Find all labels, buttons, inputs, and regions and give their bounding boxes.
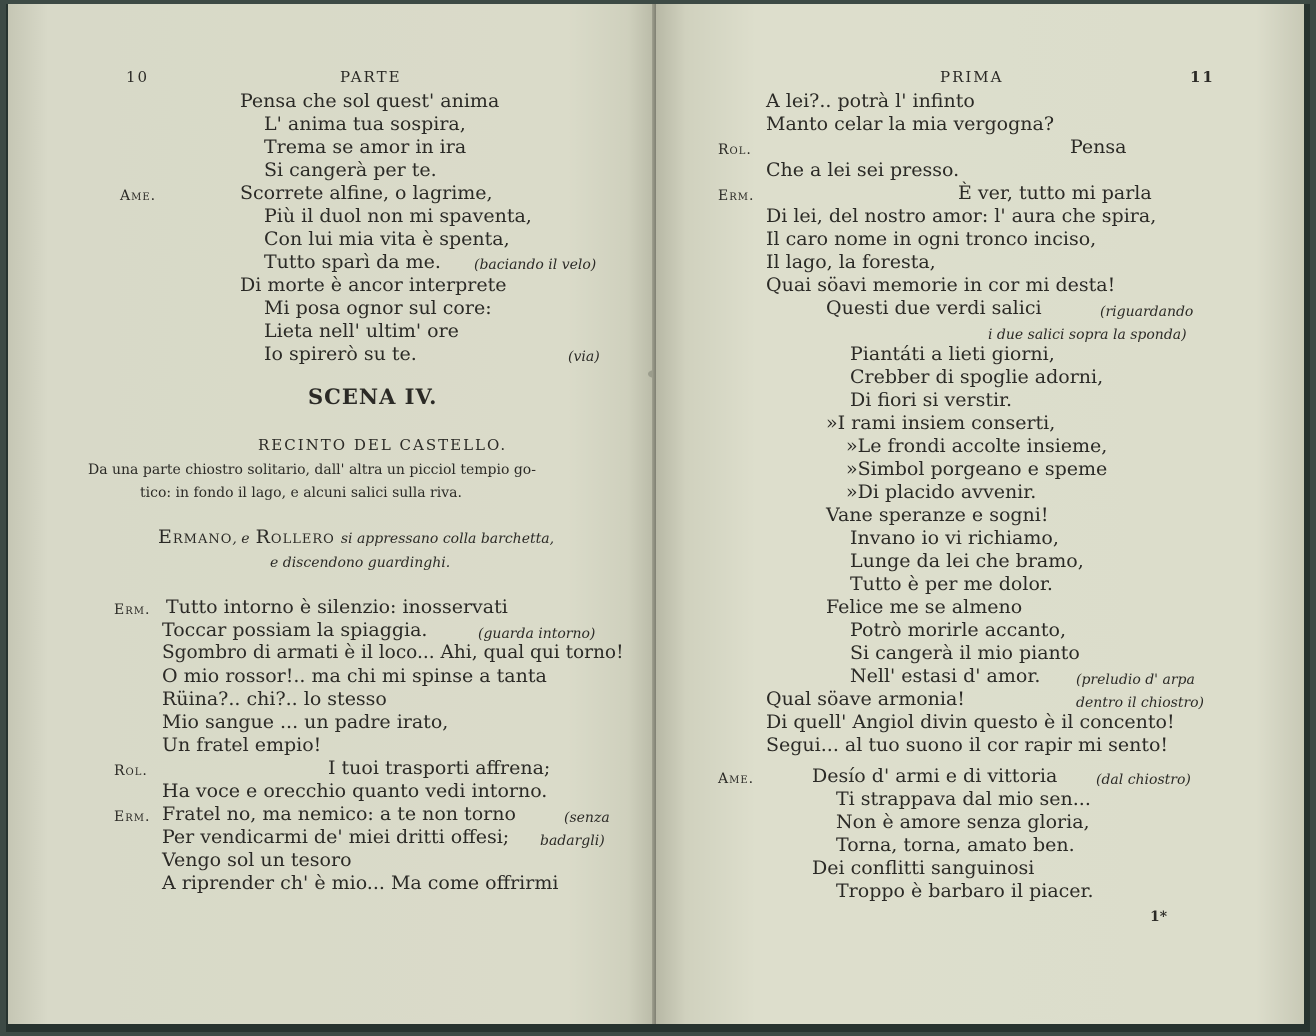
- verse-line: Lieta nell' ultim' ore: [264, 320, 459, 342]
- verse-line: Crebber di spoglie adorni,: [850, 366, 1104, 388]
- verse-line: Fratel no, ma nemico: a te non torno: [162, 803, 516, 825]
- verse-line: Si cangerà il mio pianto: [850, 642, 1080, 664]
- verse-line: Potrò morirle accanto,: [850, 619, 1066, 641]
- verse-line: Che a lei sei presso.: [766, 159, 960, 181]
- stage-direction: i due salici sopra la sponda): [988, 327, 1187, 343]
- verse-line: Ha voce e orecchio quanto vedi intorno.: [162, 780, 548, 802]
- verse-line: Un fratel empio!: [162, 734, 322, 756]
- verse-line: Di quell' Angiol divin questo è il concento!: [766, 711, 1175, 733]
- verse-line: Si cangerà per te.: [264, 159, 437, 181]
- verse-line: Per vendicarmi de' miei dritti offesi;: [162, 826, 510, 848]
- verse-line: Tutto intorno è silenzio: inosservati: [166, 596, 508, 618]
- verse-line: O mio rossor!.. ma chi mi spinse a tanta: [162, 665, 547, 687]
- setting-title: RECINTO DEL CASTELLO.: [258, 436, 508, 454]
- verse-line: Io spirerò su te.: [264, 343, 417, 365]
- verse-line: Manto celar la mia vergogna?: [766, 113, 1055, 135]
- verse-line: I tuoi trasporti affrena;: [328, 757, 551, 779]
- verse-line: A lei?.. potrà l' infinto: [766, 90, 975, 112]
- running-head: PRIMA: [940, 68, 1004, 86]
- verse-line: Più il duol non mi spaventa,: [264, 205, 532, 227]
- verse-line: Rüina?.. chi?.. lo stesso: [162, 688, 387, 710]
- verse-line: Tutto è per me dolor.: [850, 573, 1053, 595]
- verse-line: Tutto sparì da me.: [264, 251, 441, 273]
- left-page: [8, 4, 656, 1024]
- verse-line: Di lei, del nostro amor: l' aura che spira,: [766, 205, 1157, 227]
- verse-line: Piantáti a lieti giorni,: [850, 343, 1055, 365]
- stage-direction: (dal chiostro): [1096, 772, 1191, 788]
- speaker-label: Erm.: [114, 602, 151, 618]
- stage-direction: (senza: [564, 810, 610, 826]
- verse-line: Lunge da lei che bramo,: [850, 550, 1084, 572]
- verse-line: Pensa che sol quest' anima: [240, 90, 500, 112]
- verse-line: Il lago, la foresta,: [766, 251, 936, 273]
- entrance-direction: [158, 526, 554, 550]
- right-page: [656, 4, 1304, 1024]
- verse-line: Trema se amor in ira: [264, 136, 467, 158]
- character-name: Ermano: [158, 526, 233, 548]
- setting-description: tico: in fondo il lago, e alcuni salici sulla riva.: [140, 485, 462, 501]
- verse-line: Desío d' armi e di vittoria: [812, 765, 1058, 787]
- speaker-label: Rol.: [114, 763, 148, 779]
- verse-line: »Simbol porgeano e speme: [846, 458, 1108, 480]
- signature-mark: 1*: [1150, 909, 1168, 925]
- verse-line: Pensa: [1070, 136, 1127, 158]
- stage-direction: dentro il chiostro): [1076, 695, 1205, 711]
- setting-description: Da una parte chiostro solitario, dall' altra un picciol tempio go-: [88, 462, 536, 478]
- speaker-label: Rol.: [718, 142, 752, 158]
- stage-direction: (baciando il velo): [474, 257, 597, 273]
- scene-heading: SCENA IV.: [308, 384, 438, 409]
- verse-line: Invano io vi richiamo,: [850, 527, 1059, 549]
- verse-line: Segui... al tuo suono il cor rapir mi sento!: [766, 734, 1169, 756]
- verse-line: »Le frondi accolte insieme,: [846, 435, 1108, 457]
- verse-line: Mio sangue ... un padre irato,: [162, 711, 449, 733]
- running-head: PARTE: [340, 68, 402, 86]
- verse-line: Vengo sol un tesoro: [162, 849, 352, 871]
- verse-line: Qual söave armonia!: [766, 688, 965, 710]
- verse-line: L' anima tua sospira,: [264, 113, 466, 135]
- speaker-label: Ame.: [120, 188, 157, 204]
- verse-line: Felice me se almeno: [826, 596, 1023, 618]
- verse-line: »I rami insiem conserti,: [826, 412, 1056, 434]
- entrance-text: si appressano colla barchetta,: [340, 531, 555, 547]
- verse-line: Vane speranze e sogni!: [826, 504, 1049, 526]
- verse-line: Di fiori si verstir.: [850, 389, 1013, 411]
- verse-line: Di morte è ancor interprete: [240, 274, 507, 296]
- verse-line: A riprender ch' è mio... Ma come offrirmi: [162, 872, 559, 894]
- verse-line: È ver, tutto mi parla: [958, 182, 1152, 204]
- speaker-label: Ame.: [718, 771, 755, 787]
- verse-line: Torna, torna, amato ben.: [836, 834, 1075, 856]
- character-name: Rollero: [255, 526, 335, 548]
- verse-line: Nell' estasi d' amor.: [850, 665, 1041, 687]
- entrance-conjunction: , e: [232, 531, 250, 547]
- verse-line: Con lui mia vita è spenta,: [264, 228, 510, 250]
- verse-line: Scorrete alfine, o lagrime,: [240, 182, 493, 204]
- verse-line: Quai söavi memorie in cor mi desta!: [766, 274, 1116, 296]
- stage-direction: (via): [568, 349, 600, 365]
- stage-direction: badargli): [540, 833, 605, 849]
- page-number: 11: [1190, 68, 1215, 86]
- speaker-label: Erm.: [718, 188, 755, 204]
- verse-line: »Di placido avvenir.: [846, 481, 1037, 503]
- entrance-direction: e discendono guardinghi.: [270, 555, 451, 571]
- verse-line: Sgombro di armati è il loco... Ahi, qual qui torno!: [162, 642, 624, 663]
- verse-line: Ti strappava dal mio sen...: [836, 788, 1091, 810]
- verse-line: Il caro nome in ogni tronco inciso,: [766, 228, 1097, 250]
- verse-line: Non è amore senza gloria,: [836, 811, 1090, 833]
- verse-line: Dei conflitti sanguinosi: [812, 857, 1035, 879]
- verse-line: Questi due verdi salici: [826, 297, 1042, 319]
- verse-line: Troppo è barbaro il piacer.: [836, 880, 1094, 902]
- page-number: 10: [126, 68, 150, 86]
- stage-direction: (guarda intorno): [478, 626, 596, 642]
- stage-direction: (riguardando: [1100, 304, 1194, 320]
- stage-direction: (preludio d' arpa: [1076, 672, 1195, 688]
- verse-line: Mi posa ognor sul core:: [264, 297, 492, 319]
- verse-line: Toccar possiam la spiaggia.: [162, 619, 428, 641]
- speaker-label: Erm.: [114, 809, 151, 825]
